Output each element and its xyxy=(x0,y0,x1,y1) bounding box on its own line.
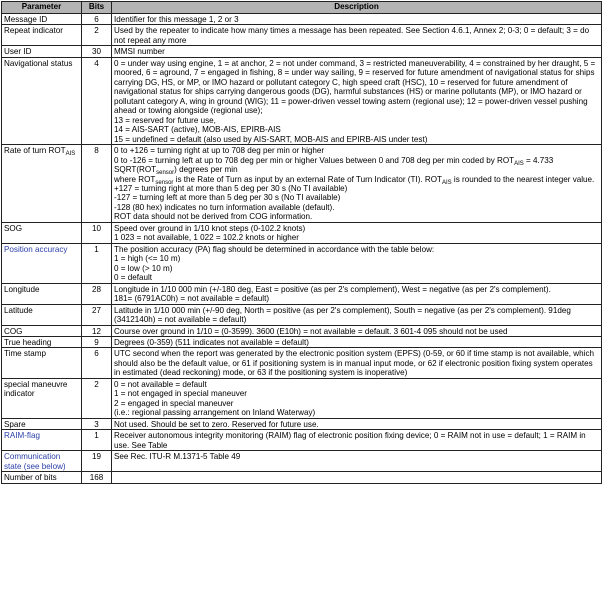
desc-line: -127 = turning left at more than 5 deg per 30 s (No TI available) xyxy=(114,193,341,203)
desc-line: 0 = low (> 10 m) xyxy=(114,263,173,273)
bits-cell: 30 xyxy=(82,46,112,57)
table-row xyxy=(2,243,602,283)
bits-cell: 1 xyxy=(82,430,112,451)
table-row xyxy=(2,304,602,325)
table-row xyxy=(2,46,602,57)
desc-line: 0 to -126 = turning left at up to 708 deg per min or higher Values between 0 and 708 deg per min coded by $ROT_{AIS} = 4.733$ $SQRT(ROT_{sensor})$ degrees per min xyxy=(114,155,554,177)
bits-cell: 10 xyxy=(82,222,112,243)
description-cell: Not used. Should be set to zero. Reserved for future use. xyxy=(112,418,602,429)
desc-line: 0 to +126 = turning right at up to 708 deg per min or higher xyxy=(114,146,325,156)
description-cell: UTC second when the report was generated by the electronic position system (EPFS) (0-59, or 60 if time stamp is not available, which should also be the default value, or 61 if positioning system is in manual input mode, or 62 if electronic position fixing system operates in estimated (dead reckoning) mode, or 63 if the positioning system is inoperative) xyxy=(112,348,602,378)
bits-cell: 4 xyxy=(82,57,112,144)
description-cell xyxy=(112,243,602,283)
description-cell xyxy=(112,57,602,144)
desc-line: ROT data should not be derived from COG information. xyxy=(114,212,313,222)
description-cell: MMSI number xyxy=(112,46,602,57)
param-cell: Navigational status xyxy=(2,57,82,144)
header-description: Description xyxy=(112,2,602,14)
param-cell: Number of bits xyxy=(2,472,82,483)
description-cell xyxy=(112,222,602,243)
description-cell: Used by the repeater to indicate how many times a message has been repeated. See Section 4.6.1, Annex 2; 0-3; 0 = default; 3 = do not repeat any more xyxy=(112,25,602,46)
desc-line: The position accuracy (PA) flag should be determined in accordance with the table below: xyxy=(114,244,435,254)
table-row xyxy=(2,337,602,348)
desc-line: +127 = turning right at more than 5 deg per 30 s (No TI available) xyxy=(114,183,348,193)
desc-line: (i.e.: regional passing arrangement on Inland Waterway) xyxy=(114,408,316,418)
desc-line: 1 023 = not available, 1 022 = 102.2 knots or higher xyxy=(114,233,299,243)
param-cell: Longitude xyxy=(2,283,82,304)
bits-cell: 9 xyxy=(82,337,112,348)
bits-cell: 8 xyxy=(82,145,112,223)
desc-line: 13 = reserved for future use, xyxy=(114,115,216,125)
table-row xyxy=(2,472,602,483)
table-row xyxy=(2,14,602,25)
desc-line: where $ROT_{sensor}$ is the Rate of Turn as input by an external Rate of Turn Indicator (TI). $ROT_{AIS}$ is rounded to the nearest integer value. xyxy=(114,174,595,186)
desc-line: Longitude in 1/10 000 min (+/-180 deg, East = positive (as per 2's complement), West = negative (as per 2's complement). xyxy=(114,284,551,294)
desc-line: 14 = AIS-SART (active), MOB-AIS, EPIRB-AIS xyxy=(114,125,281,135)
desc-line: 0 = under way using engine, 1 = at anchor, 2 = not under command, 3 = restricted maneuverability, 4 = constrained by her draught, 5 = moored, 6 = aground, 7 = engaged in fishing, 8 = under way sailing, 9 = reserved for future amendment of navigational status for ships carrying DG, HS, or MP, or IMO hazard or pollutant category C, high speed craft (HSC), 10 = reserved for future amendment of navigational status for ships carrying dangerous goods (DG), harmful substances (HS) or marine pollutants (MP), or IMO hazard or pollutant category A, wing in ground (WIG); 11 = power-driven vessel towing astern (regional use); 12 = power-driven vessel pushing ahead or towing alongside (regional use); xyxy=(114,58,596,116)
bits-cell: 2 xyxy=(82,25,112,46)
description-cell: Identifier for this message 1, 2 or 3 xyxy=(112,14,602,25)
param-cell: Time stamp xyxy=(2,348,82,378)
table-row xyxy=(2,378,602,418)
bits-cell: 12 xyxy=(82,325,112,336)
desc-line: 1 = high (<= 10 m) xyxy=(114,254,181,264)
table-row xyxy=(2,418,602,429)
table-row xyxy=(2,145,602,223)
param-cell: SOG xyxy=(2,222,82,243)
bits-cell: 168 xyxy=(82,472,112,483)
ais-message-table xyxy=(1,1,602,484)
desc-line: 15 = undefined = default (also used by AIS-SART, MOB-AIS and EPIRB-AIS under test) xyxy=(114,134,428,144)
description-cell xyxy=(112,145,602,223)
table-row xyxy=(2,348,602,378)
bits-cell: 1 xyxy=(82,243,112,283)
desc-line: 181= (6791AC0h) = not available = default) xyxy=(114,294,270,304)
param-text: Rate of turn ROT xyxy=(4,146,66,156)
desc-line: 2 = engaged in special maneuver xyxy=(114,398,234,408)
table-row xyxy=(2,25,602,46)
param-cell: User ID xyxy=(2,46,82,57)
table-row xyxy=(2,283,602,304)
description-cell: Receiver autonomous integrity monitoring (RAIM) flag of electronic position fixing device; 0 = RAIM not in use = default; 1 = RAIM in use. See Table xyxy=(112,430,602,451)
description-cell: Degrees (0-359) (511 indicates not available = default) xyxy=(112,337,602,348)
description-cell: Latitude in 1/10 000 min (+/-90 deg, North = positive (as per 2's complement), South = negative (as per 2's complement). 91deg (3412140h) = not available = default) xyxy=(112,304,602,325)
desc-line: 1 = not engaged in special maneuver xyxy=(114,389,247,399)
param-cell: special maneuvre indicator xyxy=(2,378,82,418)
desc-line: -128 (80 hex) indicates no turn information available (default). xyxy=(114,202,335,212)
table-row xyxy=(2,325,602,336)
param-cell: Communication state (see below) xyxy=(2,451,82,472)
description-cell: See Rec. ITU-R M.1371-5 Table 49 xyxy=(112,451,602,472)
description-cell xyxy=(112,378,602,418)
bits-cell: 2 xyxy=(82,378,112,418)
table-row xyxy=(2,430,602,451)
bits-cell: 6 xyxy=(82,14,112,25)
header-bits: Bits xyxy=(82,2,112,14)
param-cell: RAIM-flag xyxy=(2,430,82,451)
header-parameter: Parameter xyxy=(2,2,82,14)
param-cell xyxy=(2,145,82,223)
description-cell xyxy=(112,472,602,483)
param-cell: Message ID xyxy=(2,14,82,25)
param-cell: COG xyxy=(2,325,82,336)
param-cell: Repeat indicator xyxy=(2,25,82,46)
table-row xyxy=(2,222,602,243)
header-row xyxy=(2,2,602,14)
description-cell: Course over ground in 1/10 = (0-3599). 3600 (E10h) = not available = default. 3 601-4 095 should not be used xyxy=(112,325,602,336)
bits-cell: 28 xyxy=(82,283,112,304)
param-cell: Position accuracy xyxy=(2,243,82,283)
param-subscript: AIS xyxy=(65,151,76,158)
param-cell: Latitude xyxy=(2,304,82,325)
desc-line: Speed over ground in 1/10 knot steps (0-102.2 knots) xyxy=(114,223,306,233)
description-cell xyxy=(112,283,602,304)
param-cell: Spare xyxy=(2,418,82,429)
desc-line: 0 = not available = default xyxy=(114,379,207,389)
table-row xyxy=(2,57,602,144)
bits-cell: 6 xyxy=(82,348,112,378)
table-row xyxy=(2,451,602,472)
bits-cell: 27 xyxy=(82,304,112,325)
bits-cell: 19 xyxy=(82,451,112,472)
bits-cell: 3 xyxy=(82,418,112,429)
param-cell: True heading xyxy=(2,337,82,348)
desc-line: 0 = default xyxy=(114,273,153,283)
